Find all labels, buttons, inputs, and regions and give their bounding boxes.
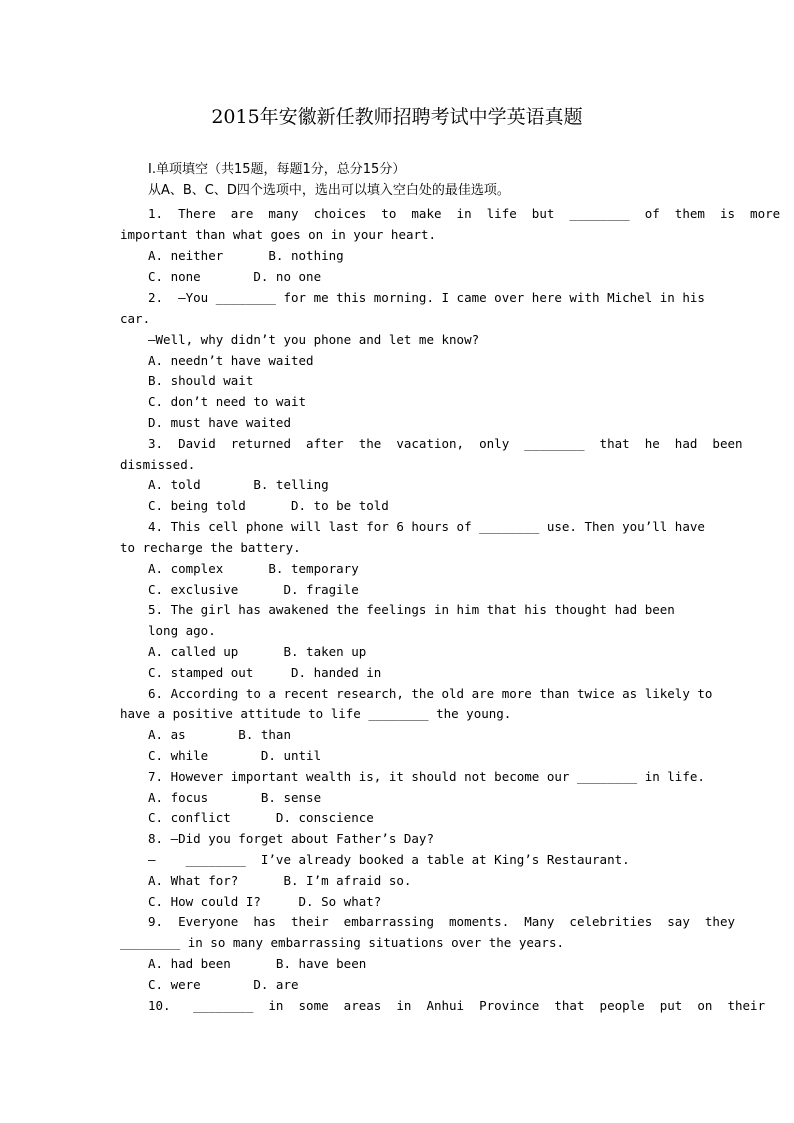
section-heading: I.单项填空（共15题，每题1分，总分15分）	[148, 162, 406, 177]
question-2-option-d: D. must have waited	[148, 415, 291, 430]
question-8-options-ab: A. What for? B. I’m afraid so.	[148, 873, 412, 888]
question-9-options-ab: A. had been B. have been	[148, 956, 367, 971]
question-6-options-cd: C. while D. until	[148, 748, 322, 763]
question-1-options-ab: A. neither B. nothing	[148, 248, 344, 263]
question-7-options-cd: C. conflict D. conscience	[148, 810, 374, 825]
question-10-line-1: 10. ________ in some areas in Anhui Province that people put on their	[148, 998, 766, 1013]
question-2-option-a: A. needn’t have waited	[148, 353, 314, 368]
question-4-line-1: 4. This cell phone will last for 6 hours of ________ use. Then you’ll have	[148, 519, 705, 534]
question-8-line-1: 8. —Did you forget about Father’s Day?	[148, 831, 434, 846]
question-5-line-2: long ago.	[148, 623, 216, 638]
question-5-options-cd: C. stamped out D. handed in	[148, 665, 382, 680]
question-1-line-2: important than what goes on in your heart.	[120, 227, 437, 242]
question-5-options-ab: A. called up B. taken up	[148, 644, 367, 659]
question-6-line-2: have a positive attitude to life ________ the young.	[120, 706, 512, 721]
question-4-options-cd: C. exclusive D. fragile	[148, 582, 359, 597]
question-7-line-1: 7. However important wealth is, it should not become our ________ in life.	[148, 769, 705, 784]
question-5-line-1: 5. The girl has awakened the feelings in him that his thought had been	[148, 602, 675, 617]
question-8-line-2: — ________ I’ve already booked a table at King’s Restaurant.	[148, 852, 630, 867]
question-3-line-2: dismissed.	[120, 457, 196, 472]
question-2-line-1: 2. —You ________ for me this morning. I came over here with Michel in his	[148, 290, 705, 305]
question-1-options-cd: C. none D. no one	[148, 269, 322, 284]
question-7-options-ab: A. focus B. sense	[148, 790, 322, 805]
question-4-line-2: to recharge the battery.	[120, 540, 301, 555]
question-3-options-cd: C. being told D. to be told	[148, 498, 389, 513]
question-6-line-1: 6. According to a recent research, the old are more than twice as likely to	[148, 686, 713, 701]
question-2-option-c: C. don’t need to wait	[148, 394, 307, 409]
section-instruction: 从A、B、C、D四个选项中，选出可以填入空白处的最佳选项。	[148, 183, 510, 198]
question-4-options-ab: A. complex B. temporary	[148, 561, 359, 576]
question-9-options-cd: C. were D. are	[148, 977, 299, 992]
question-9-line-2: ________ in so many embarrassing situations over the years.	[120, 935, 565, 950]
question-9-line-1: 9. Everyone has their embarrassing moments. Many celebrities say they	[148, 914, 735, 929]
question-2-line-2: car.	[120, 311, 151, 326]
question-2-option-b: B. should wait	[148, 373, 254, 388]
question-8-options-cd: C. How could I? D. So what?	[148, 894, 382, 909]
question-3-options-ab: A. told B. telling	[148, 477, 329, 492]
question-1-line-1: 1. There are many choices to make in life but ________ of them is more	[148, 206, 781, 221]
page-title: 2015年安徽新任教师招聘考试中学英语真题	[211, 106, 583, 128]
question-2-line-3: —Well, why didn’t you phone and let me know?	[148, 332, 480, 347]
question-3-line-1: 3. David returned after the vacation, only ________ that he had been	[148, 436, 743, 451]
question-6-options-ab: A. as B. than	[148, 727, 291, 742]
